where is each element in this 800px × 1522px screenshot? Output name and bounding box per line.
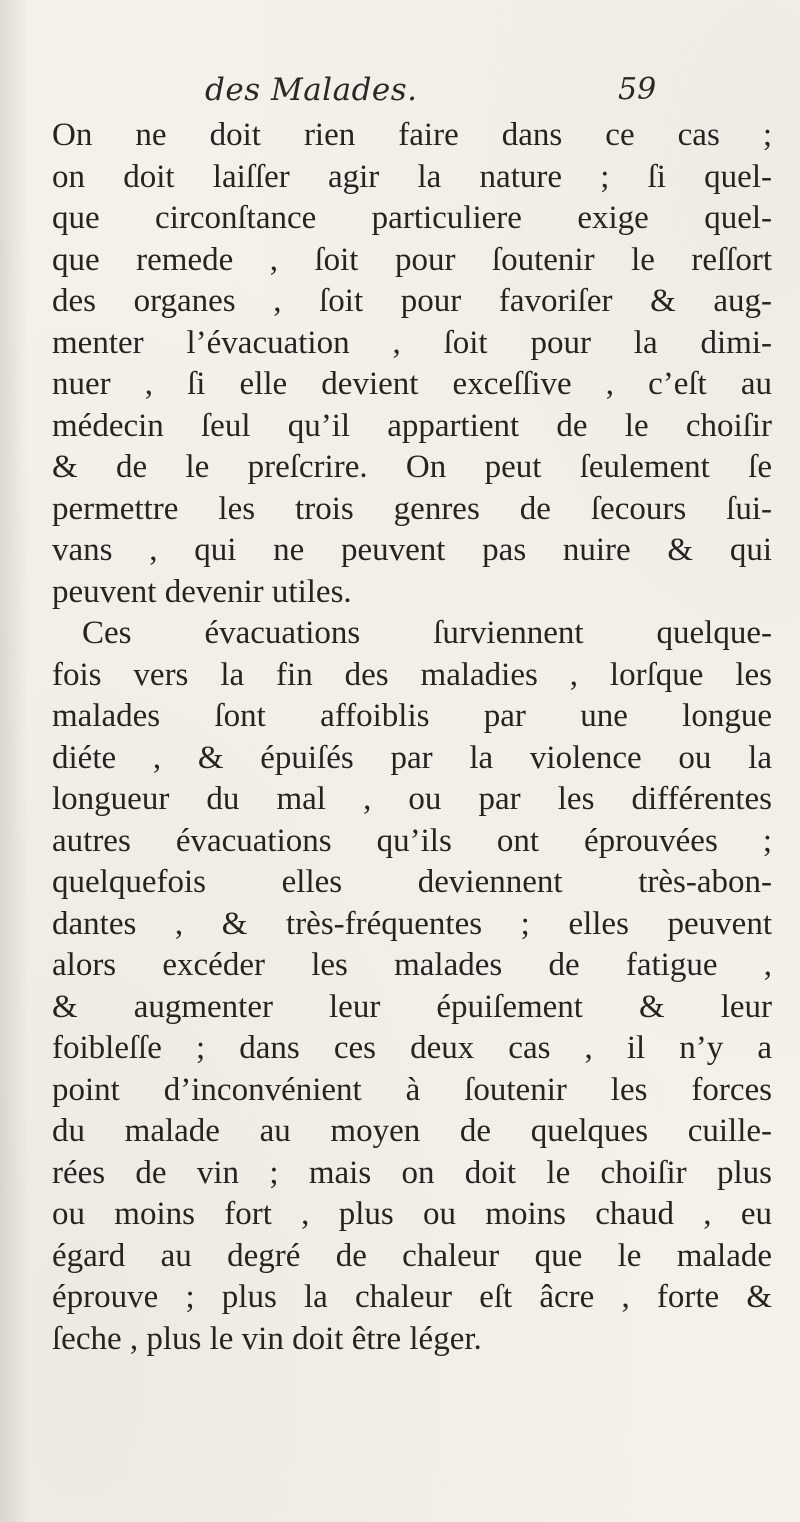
text-line: point d’inconvénient à ſoutenir les forces — [52, 1071, 772, 1108]
text-line: des organes , ſoit pour favoriſer & aug- — [52, 283, 772, 319]
text-line: rées de vin ; mais on doit le choiſir plus — [52, 1154, 772, 1191]
text-line: médecin ſeul qu’il appartient de le choiſir — [52, 407, 772, 444]
text-line: foibleſſe ; dans ces deux cas , il n’y a — [52, 1030, 772, 1066]
body-text — [52, 115, 772, 1360]
text-line: on doit laiſſer agir la nature ; ſi quel- — [52, 158, 772, 195]
text-line: & de le preſcrire. On peut ſeulement ſe — [52, 449, 772, 485]
text-line: du malade au moyen de quelques cuille- — [52, 1113, 772, 1149]
text-line: permettre les trois genres de ſecours ſui- — [52, 490, 772, 527]
text-line: menter l’évacuation , ſoit pour la dimi- — [52, 324, 772, 361]
binding-shadow — [0, 0, 28, 1522]
paragraph-start-line: Ces évacuations ſurviennent quelque- — [82, 615, 772, 651]
text-line: ou moins fort , plus ou moins chaud , eu — [52, 1196, 772, 1232]
text-line: que remede , ſoit pour ſoutenir le reſſort — [52, 241, 772, 278]
page-number: 59 — [618, 72, 657, 107]
text-line: fois vers la fin des maladies , lorſque les — [52, 656, 772, 693]
text-line: On ne doit rien faire dans ce cas ; — [52, 117, 772, 153]
paragraph-end-line: ſeche , plus le vin doit être léger. — [52, 1320, 482, 1357]
text-line: quelquefois elles deviennent très-abon- — [52, 864, 772, 900]
text-line: malades ſont affoiblis par une longue — [52, 698, 772, 734]
text-line: vans , qui ne peuvent pas nuire & qui — [52, 532, 772, 568]
text-line: égard au degré de chaleur que le malade — [52, 1237, 772, 1274]
text-line: autres évacuations qu’ils ont éprouvées ; — [52, 822, 772, 859]
text-line: alors excéder les malades de fatigue , — [52, 947, 772, 983]
page-header — [0, 72, 800, 112]
text-line: diéte , & épuiſés par la violence ou la — [52, 739, 772, 776]
paragraph-end-line: peuvent devenir utiles. — [52, 573, 352, 610]
text-line: que circonſtance particuliere exige quel- — [52, 200, 772, 236]
text-line: nuer , ſi elle devient exceſſive , c’eſt au — [52, 366, 772, 402]
text-line: longueur du mal , ou par les différentes — [52, 781, 772, 817]
text-line: éprouve ; plus la chaleur eſt âcre , forte & — [52, 1279, 772, 1315]
text-line: & augmenter leur épuiſement & leur — [52, 988, 772, 1025]
text-line: dantes , & très-fréquentes ; elles peuvent — [52, 905, 772, 942]
running-title: des Malades. — [205, 72, 418, 108]
